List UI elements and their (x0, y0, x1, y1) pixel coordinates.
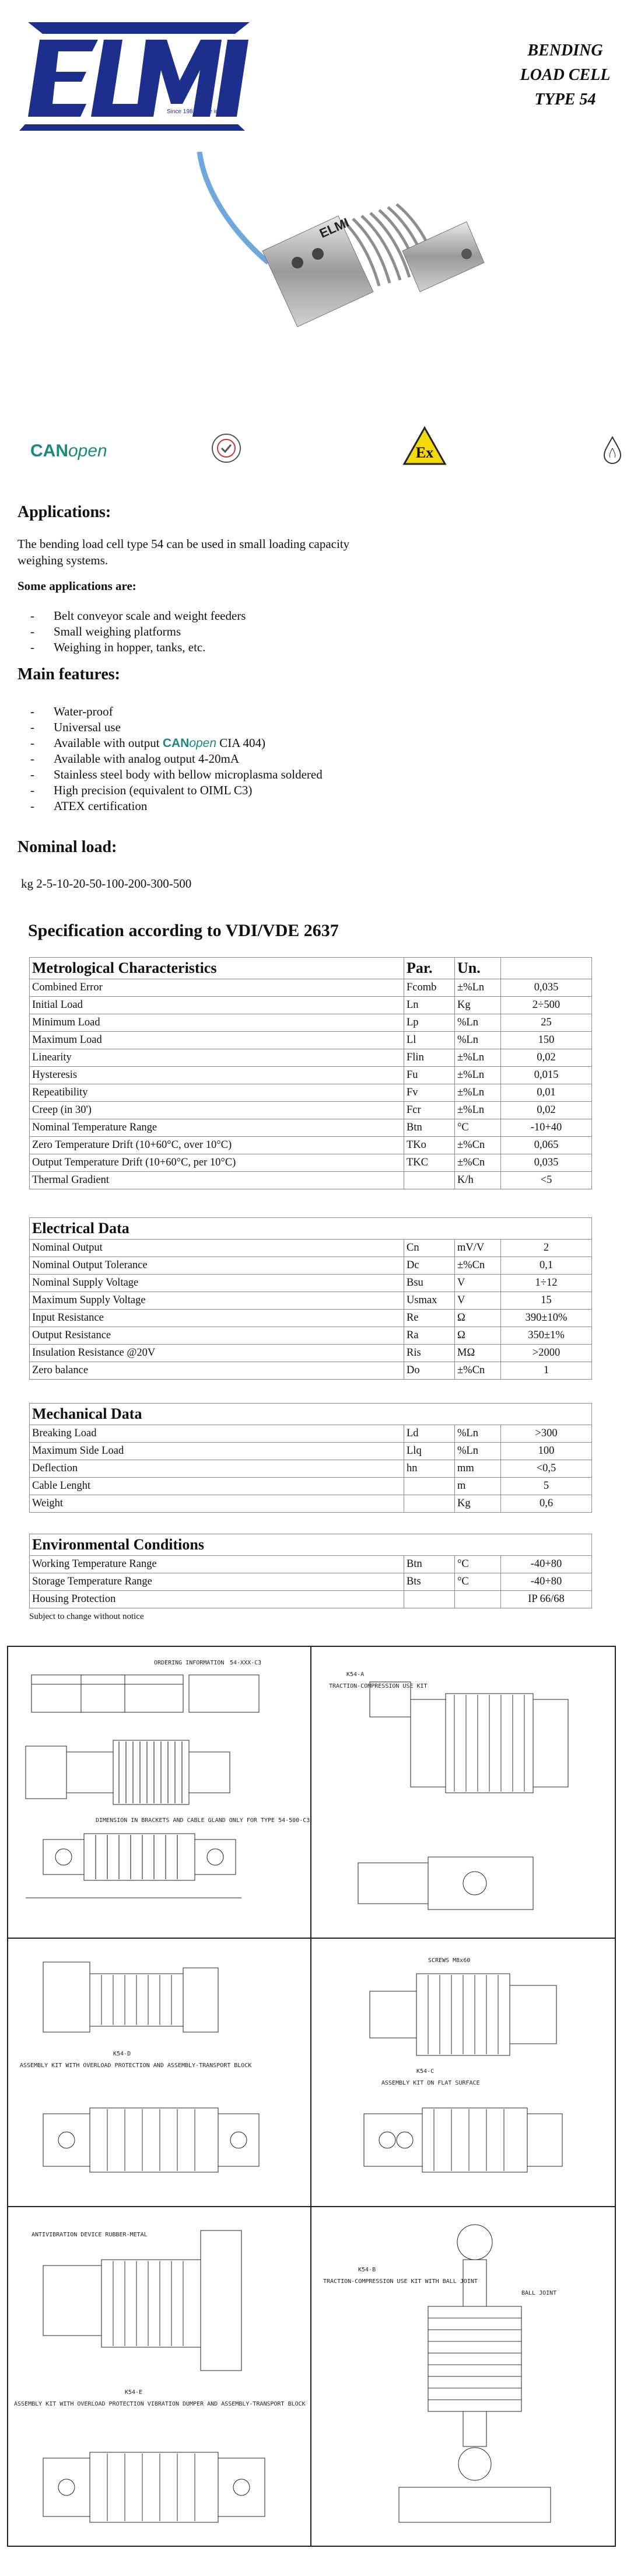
param-value: 0,035 (501, 1154, 592, 1172)
logo-tagline: Since 1981 Made in Italy (167, 109, 231, 115)
kit-e-label: K54-E (125, 2389, 143, 2396)
param-symbol: TKo (404, 1137, 455, 1154)
param-unit: Kg (455, 997, 501, 1014)
table-row (30, 1119, 592, 1137)
antivibration-label: ANTIVIBRATION DEVICE RUBBER-METAL (31, 2232, 148, 2238)
table-row (30, 1137, 592, 1154)
param-unit: °C (455, 1573, 501, 1591)
ordering-info-label: ORDERING INFORMATION (154, 1660, 225, 1666)
param-value: 390±10% (501, 1310, 592, 1327)
param-unit: ±%Ln (455, 1067, 501, 1084)
technical-drawings (7, 1646, 616, 2547)
param-symbol (404, 1172, 455, 1189)
param-name: Nominal Output Tolerance (30, 1257, 404, 1275)
table-row (30, 1573, 592, 1591)
certification-row (0, 431, 641, 472)
kit-a-label: K54-A (346, 1671, 365, 1678)
param-unit: ±%Cn (455, 1257, 501, 1275)
param-value: 2÷500 (501, 997, 592, 1014)
table-row (30, 1556, 592, 1573)
param-name: Linearity (30, 1049, 404, 1067)
environmental-table (29, 1534, 592, 1608)
ordering-code: 54-XXX-C3 (230, 1660, 262, 1666)
param-name: Input Resistance (30, 1310, 404, 1327)
table-row (30, 1327, 592, 1345)
mechanical-table (29, 1403, 592, 1513)
param-symbol: Lp (404, 1014, 455, 1032)
table-row (30, 1362, 592, 1380)
environmental-heading: Environmental Conditions (30, 1534, 592, 1556)
param-unit: ±%Cn (455, 1154, 501, 1172)
param-symbol: hn (404, 1460, 455, 1478)
param-unit: K/h (455, 1172, 501, 1189)
electrical-table (29, 1217, 592, 1380)
features-list (17, 704, 323, 814)
param-value: 2 (501, 1240, 592, 1257)
param-unit: Kg (455, 1495, 501, 1513)
nominal-load-values: kg 2-5-10-20-50-100-200-300-500 (21, 877, 192, 891)
param-symbol: Fcr (404, 1102, 455, 1119)
drawing-dimensions (8, 1647, 310, 1938)
param-name: Nominal Output (30, 1240, 404, 1257)
param-unit: %Ln (455, 1425, 501, 1443)
table-row (30, 1049, 592, 1067)
table-row (30, 1495, 592, 1513)
inline-can-bold: CAN (162, 737, 190, 750)
param-unit: MΩ (455, 1345, 501, 1362)
param-value: 100 (501, 1443, 592, 1460)
kit-e-description: ASSEMBLY KIT WITH OVERLOAD PROTECTION VIBRATION DUMPER AND ASSEMBLY-TRANSPORT BLOCK (14, 2401, 306, 2407)
param-unit: Ω (455, 1310, 501, 1327)
applications-list (17, 608, 246, 655)
product-label: ELMI (317, 215, 352, 241)
table-row (30, 1240, 592, 1257)
kit-d-label: K54-D (113, 2051, 131, 2057)
param-symbol: Ld (404, 1425, 455, 1443)
param-unit: °C (455, 1556, 501, 1573)
param-unit: V (455, 1292, 501, 1310)
metrological-table (29, 957, 592, 1189)
param-unit: °C (455, 1119, 501, 1137)
param-name: Maximum Supply Voltage (30, 1292, 404, 1310)
param-name: Breaking Load (30, 1425, 404, 1443)
drawing-k54-c (311, 1939, 615, 2206)
param-unit: Ω (455, 1327, 501, 1345)
param-name: Housing Protection (30, 1591, 404, 1608)
param-name: Storage Temperature Range (30, 1573, 404, 1591)
param-symbol: Btn (404, 1119, 455, 1137)
param-symbol (404, 1495, 455, 1513)
par-heading: Par. (404, 958, 455, 979)
value-heading (501, 958, 592, 979)
param-unit: ±%Ln (455, 1102, 501, 1119)
table-row (30, 997, 592, 1014)
param-symbol (404, 1591, 455, 1608)
canopen-bold: CAN (30, 441, 68, 460)
kit-d-description: ASSEMBLY KIT WITH OVERLOAD PROTECTION AND ASSEMBLY-TRANSPORT BLOCK (20, 2062, 252, 2069)
table-row (30, 1067, 592, 1084)
kit-c-label: K54-C (416, 2068, 435, 2075)
param-value: 0,6 (501, 1495, 592, 1513)
param-value: <5 (501, 1172, 592, 1189)
mechanical-heading: Mechanical Data (30, 1404, 592, 1425)
kit-a-description: TRACTION-COMPRESSION USE KIT (329, 1683, 428, 1690)
list-item: - Small weighing platforms (17, 624, 246, 640)
notice-text: Subject to change without notice (29, 1612, 144, 1621)
param-value: 0,065 (501, 1137, 592, 1154)
param-name: Output Temperature Drift (10+60°C, per 10°C) (30, 1154, 404, 1172)
param-symbol: Do (404, 1362, 455, 1380)
param-name: Thermal Gradient (30, 1172, 404, 1189)
title-line-2: LOAD CELL (520, 66, 611, 84)
atex-ex-icon (402, 426, 447, 466)
flame-drop-icon (602, 435, 623, 465)
inline-can-light: open (189, 737, 217, 750)
param-name: Insulation Resistance @20V (30, 1345, 404, 1362)
param-unit: ±%Ln (455, 1084, 501, 1102)
list-item: - Available with analog output 4-20mA (17, 751, 323, 767)
param-symbol: Ln (404, 997, 455, 1014)
drawing-k54-e (8, 2207, 310, 2546)
table-row (30, 1257, 592, 1275)
param-name: Combined Error (30, 979, 404, 997)
param-symbol: TKC (404, 1154, 455, 1172)
param-name: Working Temperature Range (30, 1556, 404, 1573)
param-symbol: Ll (404, 1032, 455, 1049)
spec-title: Specification according to VDI/VDE 2637 (28, 921, 339, 940)
ball-joint-label: BALL JOINT (521, 2290, 557, 2296)
param-value: 5 (501, 1478, 592, 1495)
title-line-1: BENDING (527, 41, 603, 60)
param-name: Hysteresis (30, 1067, 404, 1084)
table-row (30, 1460, 592, 1478)
param-symbol: Bsu (404, 1275, 455, 1292)
param-value: 0,015 (501, 1067, 592, 1084)
param-name: Minimum Load (30, 1014, 404, 1032)
table-row (30, 1345, 592, 1362)
drawing-k54-d (8, 1939, 310, 2206)
table-row (30, 1292, 592, 1310)
canopen-light: open (68, 441, 107, 460)
certificate-seal-icon (209, 431, 244, 466)
list-item: - Belt conveyor scale and weight feeders (17, 608, 246, 624)
param-unit: %Ln (455, 1014, 501, 1032)
features-heading: Main features: (17, 665, 120, 683)
kit-b-description: TRACTION-COMPRESSION USE KIT WITH BALL JOINT (323, 2278, 478, 2285)
inline-canopen-logo (163, 737, 216, 750)
atex-ex-label: Ex (415, 444, 434, 461)
title-line-3: TYPE 54 (534, 90, 596, 109)
list-item: - Water-proof (17, 704, 323, 720)
nominal-load-heading: Nominal load: (17, 838, 117, 856)
param-symbol: Btn (404, 1556, 455, 1573)
some-applications-heading: Some applications are: (17, 579, 136, 593)
param-value: 25 (501, 1014, 592, 1032)
param-unit: ±%Cn (455, 1362, 501, 1380)
table-row (30, 1275, 592, 1292)
param-symbol: Ra (404, 1327, 455, 1345)
param-name: Zero balance (30, 1362, 404, 1380)
param-value: -40+80 (501, 1573, 592, 1591)
param-value: 150 (501, 1032, 592, 1049)
param-symbol: Re (404, 1310, 455, 1327)
param-value: 0,1 (501, 1257, 592, 1275)
param-value: 1÷12 (501, 1275, 592, 1292)
param-name: Maximum Side Load (30, 1443, 404, 1460)
param-symbol (404, 1478, 455, 1495)
param-value: 0,01 (501, 1084, 592, 1102)
param-unit: mV/V (455, 1240, 501, 1257)
load-cell-photo (192, 152, 496, 374)
param-name: Output Resistance (30, 1327, 404, 1345)
param-unit: V (455, 1275, 501, 1292)
param-unit: %Ln (455, 1032, 501, 1049)
param-value: 0,035 (501, 979, 592, 997)
param-value: 0,02 (501, 1102, 592, 1119)
electrical-heading: Electrical Data (30, 1218, 592, 1240)
param-name: Zero Temperature Drift (10+60°C, over 10°C) (30, 1137, 404, 1154)
param-name: Maximum Load (30, 1032, 404, 1049)
param-value: -10+40 (501, 1119, 592, 1137)
screws-label: SCREWS M8x60 (428, 1957, 471, 1964)
param-value: 15 (501, 1292, 592, 1310)
kit-c-description: ASSEMBLY KIT ON FLAT SURFACE (381, 2080, 480, 2086)
un-heading: Un. (455, 958, 501, 979)
list-item: - Weighing in hopper, tanks, etc. (17, 640, 246, 655)
table-row (30, 979, 592, 997)
applications-heading: Applications: (17, 503, 111, 521)
param-value: >2000 (501, 1345, 592, 1362)
param-symbol: Fu (404, 1067, 455, 1084)
param-symbol: Ris (404, 1345, 455, 1362)
param-symbol: Bts (404, 1573, 455, 1591)
param-name: Initial Load (30, 997, 404, 1014)
param-name: Weight (30, 1495, 404, 1513)
param-unit: %Ln (455, 1443, 501, 1460)
param-unit: mm (455, 1460, 501, 1478)
param-symbol: Fv (404, 1084, 455, 1102)
cable-note: DIMENSION IN BRACKETS AND CABLE GLAND ONLY FOR TYPE 54-500-C3 (96, 1817, 310, 1824)
param-unit: ±%Ln (455, 979, 501, 997)
param-name: Deflection (30, 1460, 404, 1478)
document-title (507, 39, 624, 112)
table-row (30, 1425, 592, 1443)
drawing-k54-a (311, 1647, 615, 1938)
param-name: Nominal Temperature Range (30, 1119, 404, 1137)
param-symbol: Flin (404, 1049, 455, 1067)
applications-text: The bending load cell type 54 can be used in small loading capacity weighing systems. (17, 537, 350, 567)
param-name: Nominal Supply Voltage (30, 1275, 404, 1292)
table-row (30, 1102, 592, 1119)
table-row (30, 1084, 592, 1102)
param-unit: ±%Cn (455, 1137, 501, 1154)
param-name: Cable Lenght (30, 1478, 404, 1495)
elmi-logo (16, 16, 255, 133)
param-value: IP 66/68 (501, 1591, 592, 1608)
kit-b-label: K54-B (358, 2267, 376, 2273)
param-value: >300 (501, 1425, 592, 1443)
param-value: 350±1% (501, 1327, 592, 1345)
param-symbol: Fcomb (404, 979, 455, 997)
table-row (30, 1154, 592, 1172)
table-row (30, 1172, 592, 1189)
param-value: 0,02 (501, 1049, 592, 1067)
param-unit: ±%Ln (455, 1049, 501, 1067)
list-item-canopen (17, 735, 323, 751)
param-symbol: Llq (404, 1443, 455, 1460)
param-unit (455, 1591, 501, 1608)
table-row (30, 1478, 592, 1495)
table-row (30, 1591, 592, 1608)
canopen-logo (30, 441, 107, 461)
table-row (30, 1310, 592, 1327)
param-name: Repeatibility (30, 1084, 404, 1102)
param-symbol: Usmax (404, 1292, 455, 1310)
canopen-prefix: Available with output (54, 736, 160, 750)
table-row (30, 1032, 592, 1049)
drawing-k54-b (311, 2207, 615, 2546)
param-unit: m (455, 1478, 501, 1495)
list-item: - Stainless steel body with bellow microplasma soldered (17, 767, 323, 783)
metrological-heading: Metrological Characteristics (30, 958, 404, 979)
param-symbol: Dc (404, 1257, 455, 1275)
param-symbol: Cn (404, 1240, 455, 1257)
list-item: - Universal use (17, 720, 323, 735)
param-value: 1 (501, 1362, 592, 1380)
list-item: - High precision (equivalent to OIML C3) (17, 783, 323, 798)
list-item: - ATEX certification (17, 798, 323, 814)
canopen-suffix: CIA 404) (219, 736, 266, 750)
param-value: <0,5 (501, 1460, 592, 1478)
param-name: Creep (in 30') (30, 1102, 404, 1119)
table-row (30, 1014, 592, 1032)
table-row (30, 1443, 592, 1460)
param-value: -40+80 (501, 1556, 592, 1573)
